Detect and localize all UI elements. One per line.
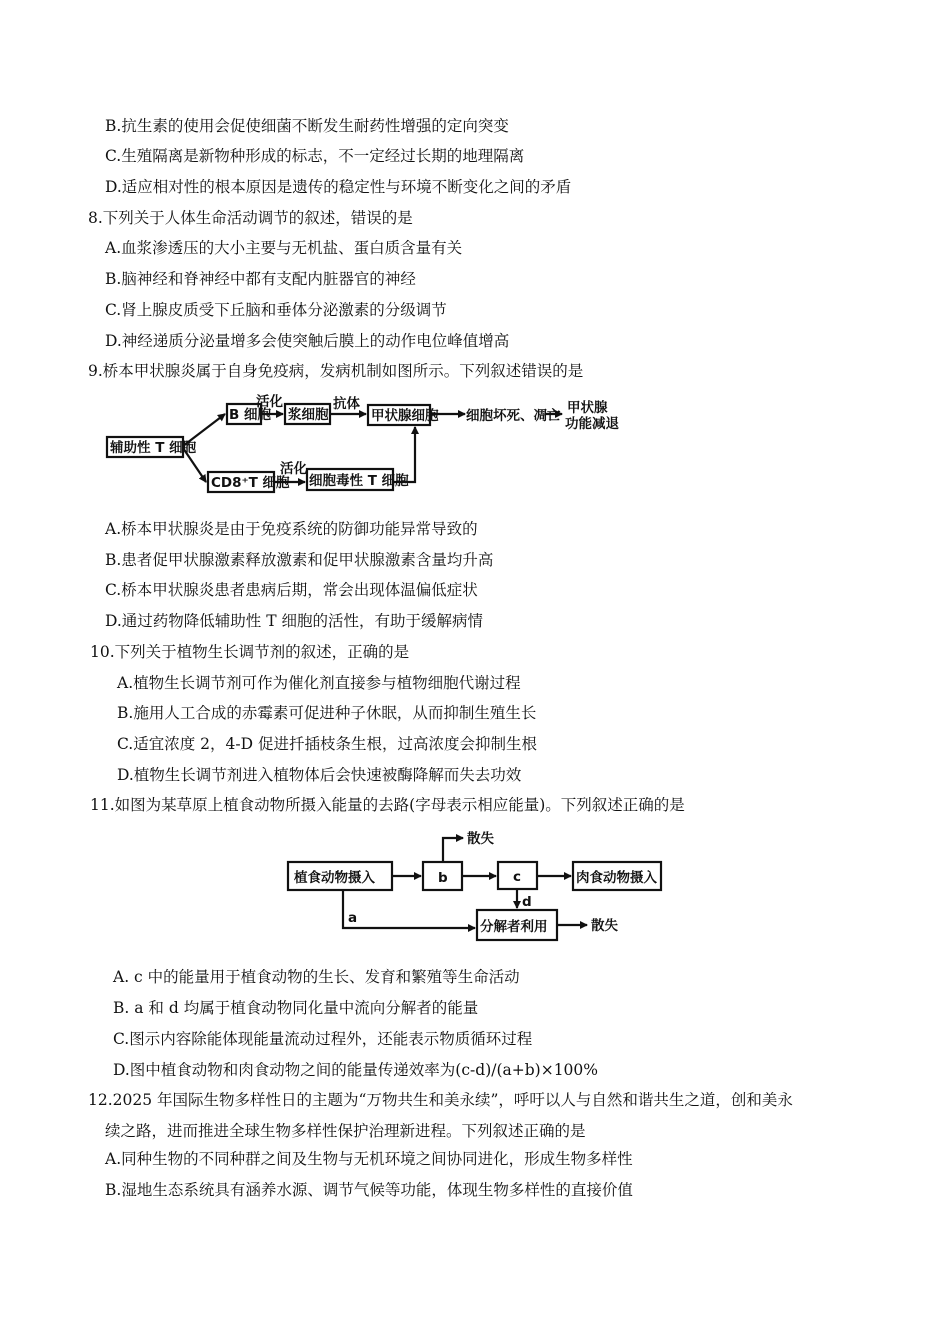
q8-option-a: A.血浆渗透压的大小主要与无机盐、蛋白质含量有关: [105, 239, 463, 257]
label-antibody: 抗体: [333, 396, 360, 412]
label-activate-2: 活化: [280, 461, 307, 477]
q9-option-a: A.桥本甲状腺炎是由于免疫系统的防御功能异常导致的: [105, 520, 478, 538]
label-plasma: 浆细胞: [288, 407, 329, 423]
label-herbivore: 植食动物摄入: [294, 870, 375, 886]
q8-option-b: B.脑神经和脊神经中都有支配内脏器官的神经: [105, 270, 416, 288]
q11-option-a: A. c 中的能量用于植食动物的生长、发育和繁殖等生命活动: [113, 968, 520, 986]
q8-option-d: D.神经递质分泌量增多会使突触后膜上的动作电位峰值增高: [105, 332, 510, 350]
q9-stem: 9.桥本甲状腺炎属于自身免疫病，发病机制如图所示。下列叙述错误的是: [88, 362, 584, 380]
q8-stem: 8.下列关于人体生命活动调节的叙述，错误的是: [88, 209, 413, 227]
immune-diagram-labels: [110, 393, 619, 491]
q9-option-d: D.通过药物降低辅助性 T 细胞的活性，有助于缓解病情: [105, 612, 483, 630]
label-c: c: [513, 869, 522, 885]
q8-option-c: C.肾上腺皮质受下丘脑和垂体分泌激素的分级调节: [105, 301, 447, 319]
q10-option-c: C.适宜浓度 2，4-D 促进扦插枝条生根，过高浓度会抑制生根: [117, 735, 537, 753]
label-a: a: [348, 910, 358, 926]
label-activate-1: 活化: [256, 394, 283, 410]
label-cd8: CD8⁺T 细胞: [211, 475, 290, 491]
q11-stem: 11.如图为某草原上植食动物所摄入能量的去路(字母表示相应能量)。下列叙述正确的是: [90, 796, 685, 814]
label-d: d: [522, 894, 532, 910]
q11-option-c: C.图示内容除能体现能量流动过程外，还能表示物质循环过程: [113, 1030, 533, 1048]
q7-option-d: D.适应相对性的根本原因是遗传的稳定性与环境不断变化之间的矛盾: [105, 178, 572, 196]
q9-option-b: B.患者促甲状腺激素释放激素和促甲状腺激素含量均升高: [105, 551, 494, 569]
q9-option-c: C.桥本甲状腺炎患者患病后期，常会出现体温偏低症状: [105, 581, 478, 599]
q12-stem-line2: 续之路，进而推进全球生物多样性保护治理新进程。下列叙述正确的是: [105, 1122, 586, 1140]
q11-option-b: B. a 和 d 均属于植食动物同化量中流向分解者的能量: [113, 999, 479, 1017]
label-loss-2: 散失: [591, 918, 618, 934]
q12-option-a: A.同种生物的不同种群之间及生物与无机环境之间协同进化，形成生物多样性: [105, 1150, 633, 1168]
label-decomposer: 分解者利用: [480, 919, 548, 935]
q7-option-b: B.抗生素的使用会促使细菌不断发生耐药性增强的定向突变: [105, 117, 509, 135]
q10-option-b: B.施用人工合成的赤霉素可促进种子休眠，从而抑制生殖生长: [117, 704, 537, 722]
q7-option-c: C.生殖隔离是新物种形成的标志，不一定经过长期的地理隔离: [105, 147, 525, 165]
energy-diagram-labels: [294, 830, 657, 935]
q10-option-a: A.植物生长调节剂可作为催化剂直接参与植物细胞代谢过程: [117, 674, 521, 692]
label-result-2: 功能减退: [565, 416, 619, 432]
q10-option-d: D.植物生长调节剂进入植物体后会快速被酶降解而失去功效: [117, 766, 522, 784]
q12-stem-line1: 12.2025 年国际生物多样性日的主题为“万物共生和美永续”，呼吁以人与自然和谐共生之道，创和美永: [88, 1091, 793, 1109]
q10-stem: 10.下列关于植物生长调节剂的叙述，正确的是: [90, 643, 410, 661]
label-thyroid-cell: 甲状腺细胞: [371, 408, 439, 424]
label-necrosis: 细胞坏死、凋亡: [466, 408, 561, 424]
label-result-1: 甲状腺: [567, 400, 608, 416]
label-helper-t: 辅助性 T 细胞: [110, 440, 197, 456]
label-carnivore: 肉食动物摄入: [576, 870, 657, 886]
label-b-cell: B 细胞: [229, 407, 271, 423]
label-loss-1: 散失: [467, 831, 494, 847]
label-cytotoxic: 细胞毒性 T 细胞: [309, 473, 409, 489]
q12-option-b: B.湿地生态系统具有涵养水源、调节气候等功能，体现生物多样性的直接价值: [105, 1181, 633, 1199]
q11-option-d: D.图中植食动物和肉食动物之间的能量传递效率为(c-d)/(a+b)×100%: [113, 1061, 599, 1079]
label-b: b: [438, 870, 448, 886]
